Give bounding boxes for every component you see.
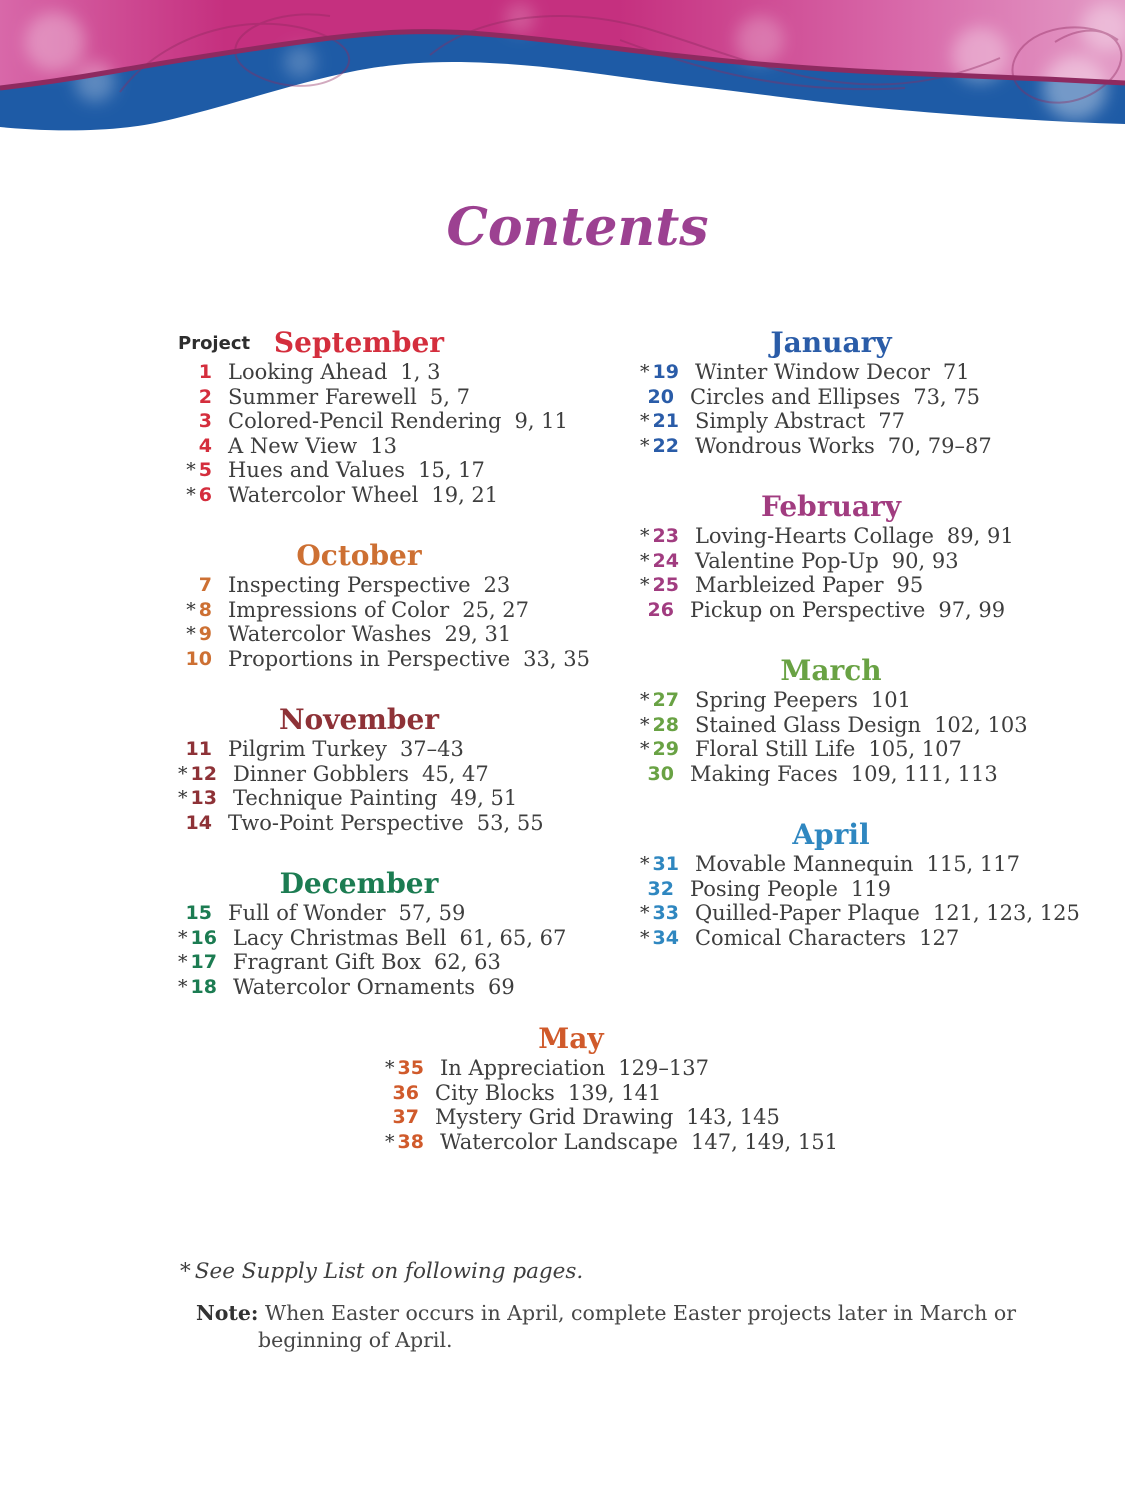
project-title: Full of Wonder [228,901,386,925]
toc-entry [640,385,1022,410]
entry-text-cell [228,901,465,926]
page-numbers: 62, 63 [434,950,501,974]
project-number-cell [640,385,674,410]
supply-list-star: * [385,1057,395,1079]
project-number: 4 [198,434,212,457]
project-title: Dinner Gobblers [232,761,409,786]
project-title: Simply Abstract [694,409,866,433]
project-number: 22 [652,434,679,457]
left-column [178,326,590,999]
project-number-cell [385,1105,419,1130]
section-header [640,490,1022,524]
page-numbers: 143, 145 [686,1105,780,1129]
toc-entry [178,786,540,811]
page-numbers: 90, 93 [891,548,959,573]
toc-entry [178,925,567,951]
project-number-cell [385,1056,424,1081]
project-title: Looking Ahead [228,360,388,384]
project-number: 32 [647,877,674,900]
section-april [640,818,1080,950]
supply-list-star: * [640,902,650,924]
supply-list-star: * [186,598,196,621]
toc-entry [640,598,1022,623]
right-column [640,326,1080,950]
project-title: Wondrous Works [694,433,875,458]
project-number: 38 [397,1130,424,1153]
entry-list [640,688,1028,786]
project-number: 14 [185,811,212,834]
supply-list-star: * [178,787,188,809]
entry-text-cell [228,409,568,434]
entry-text-cell [440,1056,709,1081]
project-number-cell [178,762,217,787]
page-numbers: 129–137 [618,1056,709,1080]
month-heading-september: September [273,326,445,359]
month-heading-november: November [278,703,440,736]
section-header [178,867,540,901]
project-number: 10 [185,647,212,670]
entry-list [178,360,568,507]
project-number: 31 [652,853,679,875]
project-title: Watercolor Wheel [228,482,419,507]
page-numbers: 15, 17 [418,458,485,482]
project-number-cell [178,926,217,951]
footnote-asterisk: * [180,1259,191,1284]
project-number: 29 [652,738,679,760]
supply-list-star: * [640,738,650,760]
page-numbers: 121, 123, 125 [932,901,1080,925]
page-numbers: 119 [850,876,891,901]
entry-list [178,573,590,671]
project-number: 21 [652,410,679,432]
entry-text-cell [690,762,998,787]
project-number: 8 [198,598,212,621]
entry-text-cell [228,360,440,385]
toc-entry [178,901,540,926]
toc-entry [640,737,1022,762]
supply-list-star: * [640,361,650,383]
project-number: 13 [190,787,217,809]
project-number: 12 [190,762,217,785]
project-title: Valentine Pop-Up [694,548,879,573]
project-title: Loving-Hearts Collage [694,524,934,548]
project-title: Watercolor Landscape [439,1129,678,1154]
supply-list-star: * [640,434,650,457]
project-number: 3 [198,410,212,432]
entry-text-cell [695,737,962,762]
project-number-cell [640,713,679,738]
project-title: Making Faces [690,761,838,786]
toc-entry [640,434,1022,459]
project-number-cell [385,1081,419,1106]
toc-entry [640,573,1022,598]
supply-list-star: * [186,459,196,481]
project-title: Inspecting Perspective [228,573,471,597]
page-numbers: 1, 3 [400,360,441,384]
page-numbers: 5, 7 [429,384,470,409]
project-number-cell [640,762,674,787]
entry-text-cell [695,688,911,713]
supply-list-star: * [640,713,650,736]
project-title: Hues and Values [228,458,406,482]
project-number-cell [178,598,212,623]
project-number: 1 [198,361,212,383]
may-column [385,1022,838,1154]
section-header [640,326,1022,360]
project-number: 25 [652,574,679,596]
entry-text-cell [690,877,891,902]
page-numbers: 101 [870,688,912,712]
project-number: 18 [190,975,217,998]
page-numbers: 19, 21 [431,482,499,507]
project-number-cell [178,786,217,811]
section-december [178,867,567,999]
page-numbers: 9, 11 [514,409,568,433]
toc-entry [640,524,1022,549]
entry-list [178,901,567,999]
project-number-cell [178,901,212,926]
entry-text-cell [695,852,1020,877]
project-column-label: Project [178,333,251,354]
toc-entry [385,1081,757,1106]
supply-list-star: * [186,623,196,645]
entry-text-cell [228,737,464,762]
project-title: Mystery Grid Drawing [435,1105,674,1129]
project-title: Comical Characters [694,925,907,950]
project-number-cell [178,573,212,598]
toc-entry [640,712,1028,738]
supply-list-star: * [178,762,188,785]
project-title: Watercolor Washes [228,622,432,646]
footnote-text: See Supply List on following pages. [194,1259,584,1284]
entry-text-cell [228,647,590,672]
month-heading-december: December [279,867,439,900]
project-number-cell [640,901,679,926]
entry-text-cell [233,786,517,811]
entry-list [178,737,544,835]
page-numbers: 37–43 [399,737,464,761]
project-number-cell [178,622,212,647]
toc-entry [640,877,1022,902]
supply-list-star: * [640,926,650,949]
page-numbers: 70, 79–87 [887,433,992,458]
entry-text-cell [695,549,959,574]
supply-list-star: * [186,483,196,506]
project-title: A New View [228,433,358,458]
entry-text-cell [695,573,923,598]
project-number: 27 [652,689,679,711]
project-number: 15 [185,902,212,924]
entry-list [640,360,1022,458]
project-number: 16 [190,926,217,949]
entry-list [640,524,1022,622]
entry-text-cell [233,762,489,787]
entry-text-cell [228,434,397,459]
page-numbers: 127 [919,925,960,950]
entry-text-cell [233,950,501,975]
entry-text-cell [695,926,959,951]
toc-entry [178,737,540,762]
project-title: Two-Point Perspective [228,810,464,835]
entry-list [385,1056,838,1154]
project-number-cell [640,877,674,902]
toc-entry [178,646,590,672]
project-number-cell [640,549,679,574]
toc-entry [640,549,1022,574]
project-number-cell [640,409,679,434]
project-title: Spring Peepers [694,688,858,712]
page-numbers: 61, 65, 67 [459,925,567,950]
entry-text-cell [228,573,510,598]
entry-text-cell [435,1105,780,1130]
project-number-cell [178,434,212,459]
project-number-cell [178,737,212,762]
project-title: Floral Still Life [694,737,856,761]
toc-entry [640,688,1022,713]
toc-entry [640,926,1022,951]
toc-entry [640,852,1022,877]
month-heading-april: April [792,818,870,851]
entry-text-cell [228,598,529,623]
supply-list-star: * [640,525,650,547]
project-number: 7 [198,574,212,596]
project-title: Impressions of Color [228,597,450,622]
project-title: Movable Mannequin [694,852,914,876]
project-number-cell [178,811,212,836]
project-title: Quilled-Paper Plaque [694,901,920,925]
page-numbers: 89, 91 [946,524,1014,548]
toc-entry [178,385,540,410]
project-title: Colored-Pencil Rendering [228,409,502,433]
month-heading-march: March [780,654,882,687]
entry-text-cell [233,975,515,1000]
project-number: 6 [198,483,212,506]
project-number-cell [178,360,212,385]
page-numbers: 139, 141 [567,1080,662,1105]
toc-entry [178,975,540,1000]
project-number: 26 [647,598,674,621]
toc-entry [178,622,540,647]
project-number: 23 [652,525,679,547]
project-number-cell [640,573,679,598]
supply-list-star: * [385,1130,395,1153]
page-numbers: 95 [896,573,924,597]
month-heading-february: February [760,490,901,523]
project-number: 17 [190,951,217,973]
project-number: 5 [198,459,212,481]
page-numbers: 69 [488,974,515,999]
entry-text-cell [228,458,485,483]
note-text: When Easter occurs in April, complete Easter projects later in March or beginning of April. [258,1301,1016,1352]
project-title: Pickup on Perspective [690,597,926,622]
page-numbers: 102, 103 [934,712,1028,737]
project-number-cell [385,1130,424,1155]
page-numbers: 25, 27 [462,597,530,622]
entry-text-cell [695,360,970,385]
toc-entry [385,1129,838,1155]
page-numbers: 57, 59 [398,901,466,925]
entry-text-cell [228,483,498,508]
section-september [178,326,568,507]
entry-text-cell [690,385,980,410]
note-label: Note: [196,1301,259,1325]
project-number: 33 [652,902,679,924]
project-title: Stained Glass Design [694,712,922,737]
supply-list-star: * [640,574,650,596]
entry-text-cell [228,385,470,410]
page-numbers: 53, 55 [476,810,544,835]
section-header [178,326,540,360]
toc-entry [640,409,1022,434]
project-title: Summer Farewell [228,384,417,409]
section-march [640,654,1028,786]
project-title: Proportions in Perspective [228,646,511,671]
project-number: 11 [185,738,212,760]
month-heading-may: May [538,1022,604,1055]
entry-text-cell [435,1081,661,1106]
supply-list-star: * [640,853,650,875]
project-number-cell [178,647,212,672]
project-number: 24 [652,549,679,572]
project-number: 20 [647,385,674,408]
project-number-cell [640,737,679,762]
supply-list-star: * [640,549,650,572]
entry-text-cell [228,811,544,836]
entry-text-cell [695,713,1028,738]
entry-text-cell [695,434,992,459]
toc-entry [385,1056,757,1081]
section-november [178,703,544,835]
page-numbers: 105, 107 [868,737,962,761]
section-header [178,539,540,573]
entry-text-cell [233,926,566,951]
page-numbers: 147, 149, 151 [690,1129,838,1154]
project-number-cell [640,360,679,385]
page-numbers: 109, 111, 113 [850,761,998,786]
page-numbers: 29, 31 [444,622,512,646]
project-title: Fragrant Gift Box [232,950,422,974]
entry-text-cell [695,409,905,434]
toc-entry [640,901,1080,926]
entry-text-cell [440,1130,838,1155]
section-january [640,326,1022,458]
project-title: In Appreciation [439,1056,606,1080]
project-number-cell [178,458,212,483]
toc-entry [178,483,540,508]
page-numbers: 77 [878,409,905,433]
project-number-cell [640,598,674,623]
toc-entry [640,360,1022,385]
project-number: 37 [392,1106,419,1128]
project-title: Marbleized Paper [694,573,884,597]
toc-entry [640,762,1022,787]
supply-list-star: * [178,951,188,973]
section-february [640,490,1022,622]
page-numbers: 115, 117 [926,852,1020,876]
section-header [640,818,1022,852]
project-number-cell [178,950,217,975]
project-number: 28 [652,713,679,736]
page-numbers: 23 [483,573,511,597]
easter-note [196,1300,1108,1354]
page-numbers: 73, 75 [913,384,981,409]
project-number-cell [178,409,212,434]
page-numbers: 97, 99 [938,597,1006,622]
entry-text-cell [690,598,1005,623]
section-header [178,703,540,737]
page-numbers: 45, 47 [421,761,489,786]
project-title: Winter Window Decor [694,360,930,384]
project-number-cell [640,852,679,877]
supply-list-footnote [180,1259,1125,1284]
entry-text-cell [695,901,1080,926]
entry-text-cell [695,524,1014,549]
project-number-cell [640,524,679,549]
project-number-cell [178,975,217,1000]
toc-entry [178,762,540,787]
section-header [640,654,1022,688]
section-header [385,1022,757,1056]
page-numbers: 33, 35 [523,646,590,671]
project-number-cell [640,688,679,713]
toc-entry [178,434,540,459]
project-title: Technique Painting [232,786,438,810]
project-number-cell [178,385,212,410]
page-numbers: 71 [942,360,970,384]
toc-entry [178,573,540,598]
project-title: Lacy Christmas Bell [232,925,447,950]
toc-entry [178,409,568,434]
entry-list [640,852,1080,950]
project-title: City Blocks [435,1080,555,1105]
entry-text-cell [228,622,511,647]
project-number: 35 [397,1057,424,1079]
supply-list-star: * [178,926,188,949]
project-number-cell [640,926,679,951]
toc-entry [178,360,540,385]
page-numbers: 49, 51 [450,786,518,810]
supply-list-star: * [640,410,650,432]
section-october [178,539,590,671]
project-title: Watercolor Ornaments [232,974,475,999]
page-title: Contents [446,197,709,258]
project-number-cell [178,483,212,508]
supply-list-star: * [178,975,188,998]
supply-list-star: * [640,689,650,711]
project-number: 9 [198,623,212,645]
toc-entry [178,598,540,623]
month-heading-october: October [296,539,422,572]
project-title: Posing People [690,876,838,901]
project-number-cell [640,434,679,459]
project-number: 36 [392,1081,419,1104]
toc-entry [385,1105,780,1130]
month-heading-january: January [770,326,892,359]
section-may [385,1022,838,1154]
project-number: 19 [652,361,679,383]
project-number: 2 [198,385,212,408]
project-number: 34 [652,926,679,949]
toc-entry [178,458,540,483]
toc-entry [178,950,540,975]
project-title: Circles and Ellipses [690,384,901,409]
page-numbers: 13 [370,433,397,458]
project-number: 30 [647,762,674,785]
project-title: Pilgrim Turkey [228,737,387,761]
toc-entry [178,810,544,836]
toc-columns [178,326,1125,999]
